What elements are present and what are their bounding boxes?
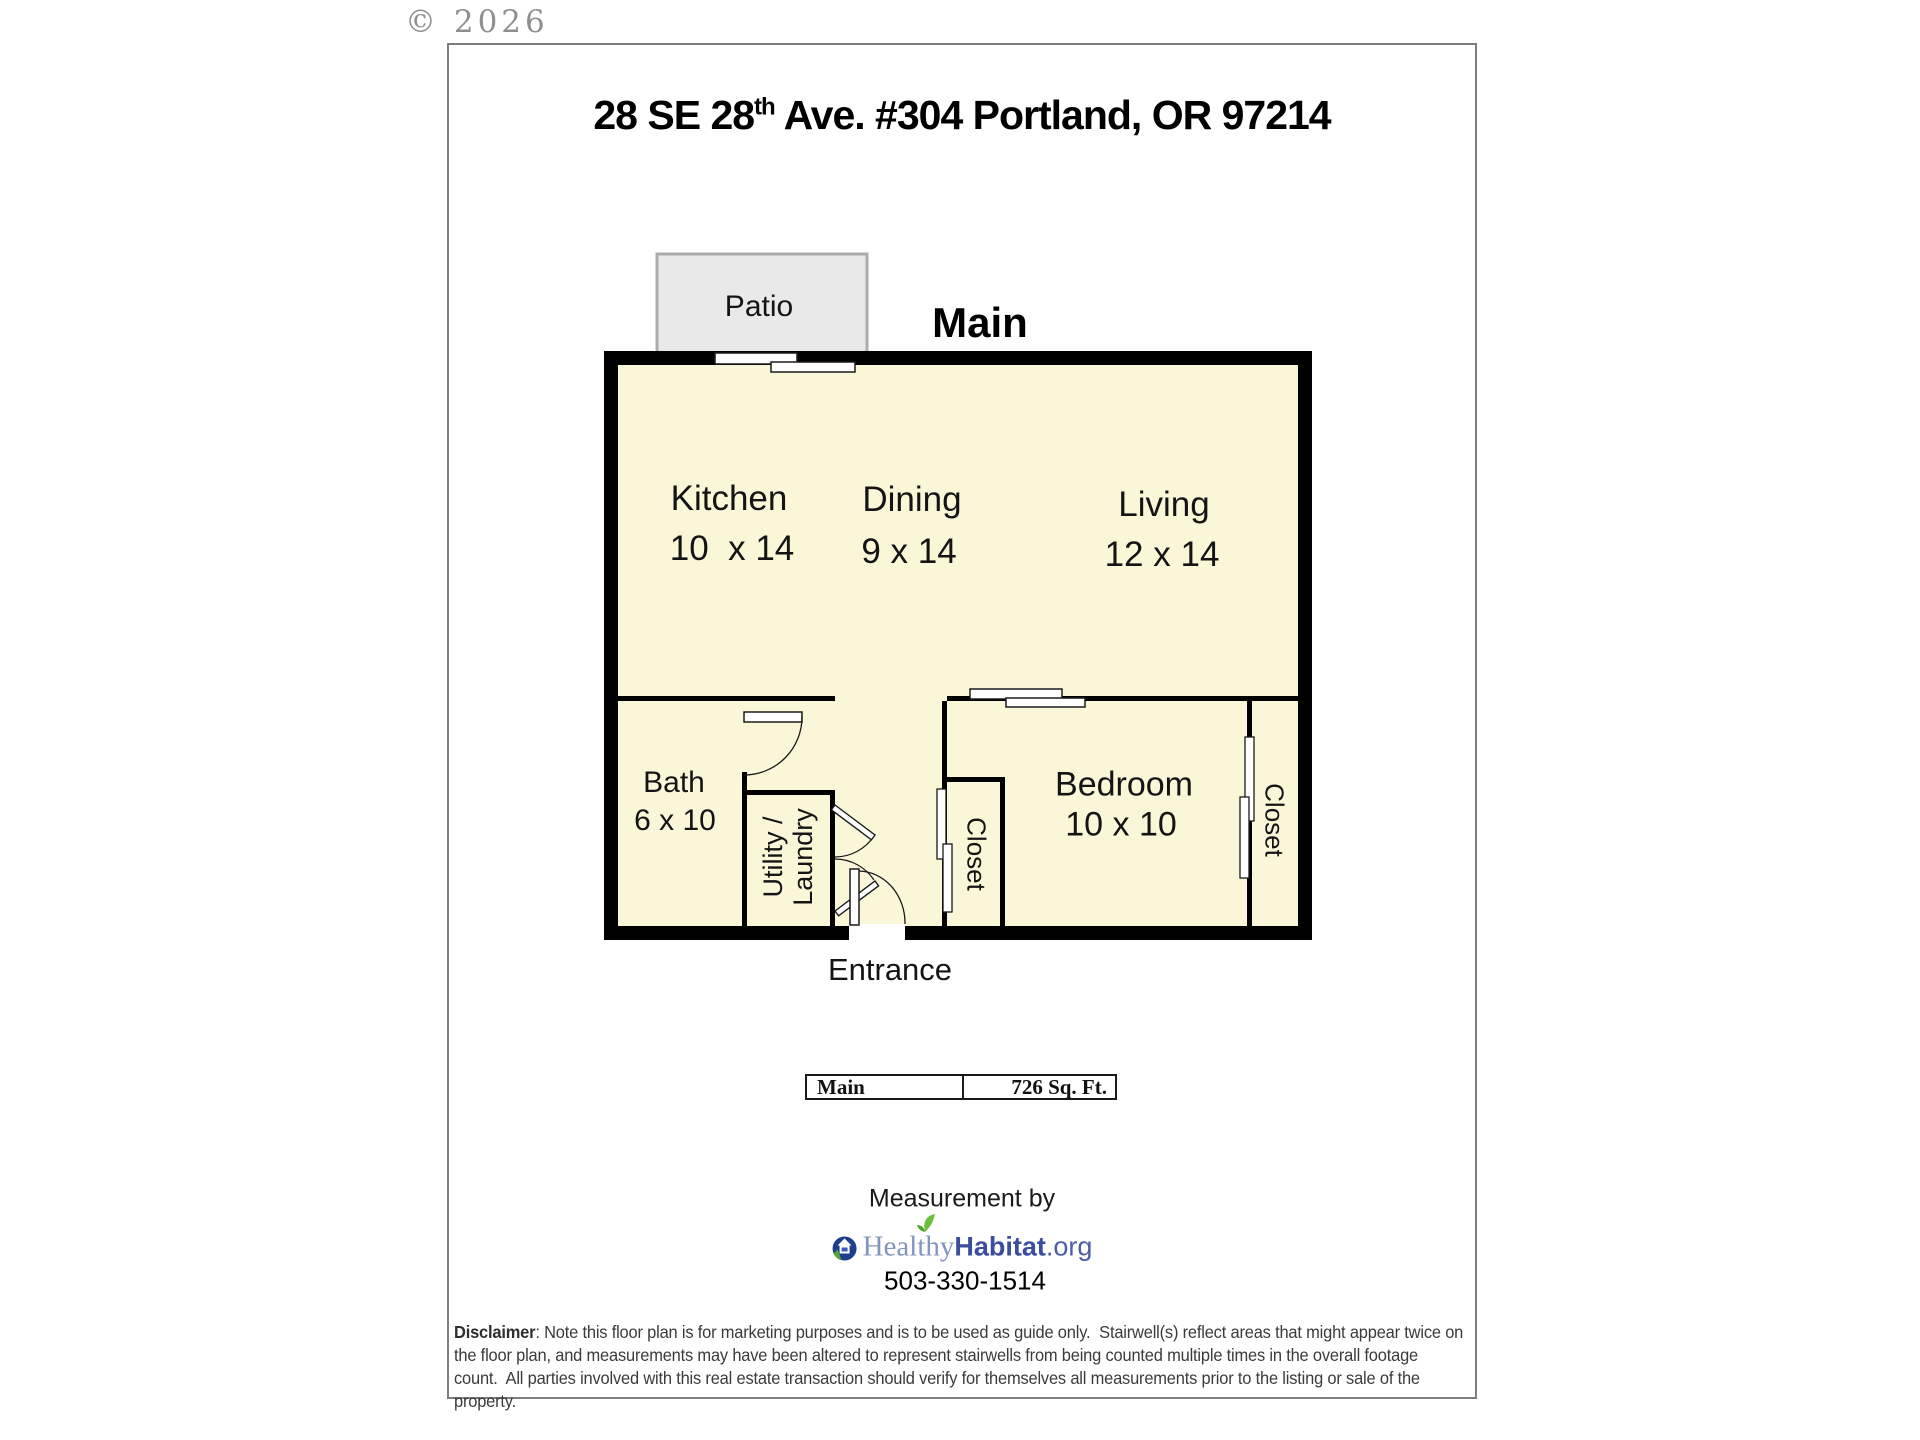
patio-label: Patio (724, 290, 794, 323)
summary-level-cell: Main (807, 1076, 964, 1098)
utility-line1: Utility / (757, 816, 788, 898)
logo-globe-icon (832, 1233, 859, 1261)
title-prefix: 28 SE 28 (593, 92, 755, 138)
floorplan-page (447, 43, 1477, 1412)
bath-dims: 6 x 10 (634, 804, 716, 837)
measurement-by-text: Measurement by (868, 1184, 1056, 1213)
living-label: Living (1118, 485, 1210, 524)
phone-number: 503-330-1514 (884, 1265, 1046, 1296)
summary-area-cell: 726 Sq. Ft. (1011, 1074, 1107, 1099)
bath-wall (742, 772, 747, 926)
title-rest: Ave. #304 Portland, OR 97214 (774, 92, 1331, 138)
bedroom-dims: 10 x 10 (1065, 805, 1177, 844)
logo-habitat-text: Habitat (954, 1231, 1046, 1262)
bedroom-label: Bedroom (1055, 765, 1193, 804)
logo-leaf-icon (915, 1213, 937, 1233)
closet-left-label: Closet (961, 817, 992, 891)
kitchen-label: Kitchen (670, 479, 788, 518)
utility-line2: Laundry (788, 808, 818, 906)
exterior-walls (611, 358, 1305, 933)
copyright-watermark: © 2026 (405, 4, 549, 40)
entrance-label: Entrance (827, 952, 953, 987)
disclaimer-text (454, 1321, 1467, 1413)
kitchen-dims: 10 x 14 (669, 529, 795, 568)
disclaimer-label: Disclaimer (454, 1322, 536, 1342)
title-superscript: th (754, 93, 775, 121)
healthyhabitat-logo (832, 1231, 1093, 1264)
closet-right-label: Closet (1259, 783, 1290, 857)
logo-healthy-text: Healthy (862, 1230, 955, 1263)
logo-org-text: .org (1045, 1231, 1093, 1262)
floor-level-label: Main (932, 299, 1028, 346)
utility-laundry-label (758, 808, 818, 906)
living-dims: 12 x 14 (1104, 535, 1220, 574)
bath-label: Bath (643, 766, 705, 799)
interior-wall-left (618, 696, 835, 701)
area-summary-table (805, 1074, 1117, 1100)
disclaimer-body: : Note this floor plan is for marketing purposes and is to be used as guide only. Stairwell(s) reflect areas that might appear twice on the floor plan, and measurements may have been altered to represent stairwells from being counted multiple times in the overall footage count. All parties involved with this real estate transaction should verify for themselves all measurements prior to the listing or sale of the property. (454, 1322, 1464, 1412)
dining-dims: 9 x 14 (861, 532, 957, 571)
dining-label: Dining (862, 480, 962, 519)
